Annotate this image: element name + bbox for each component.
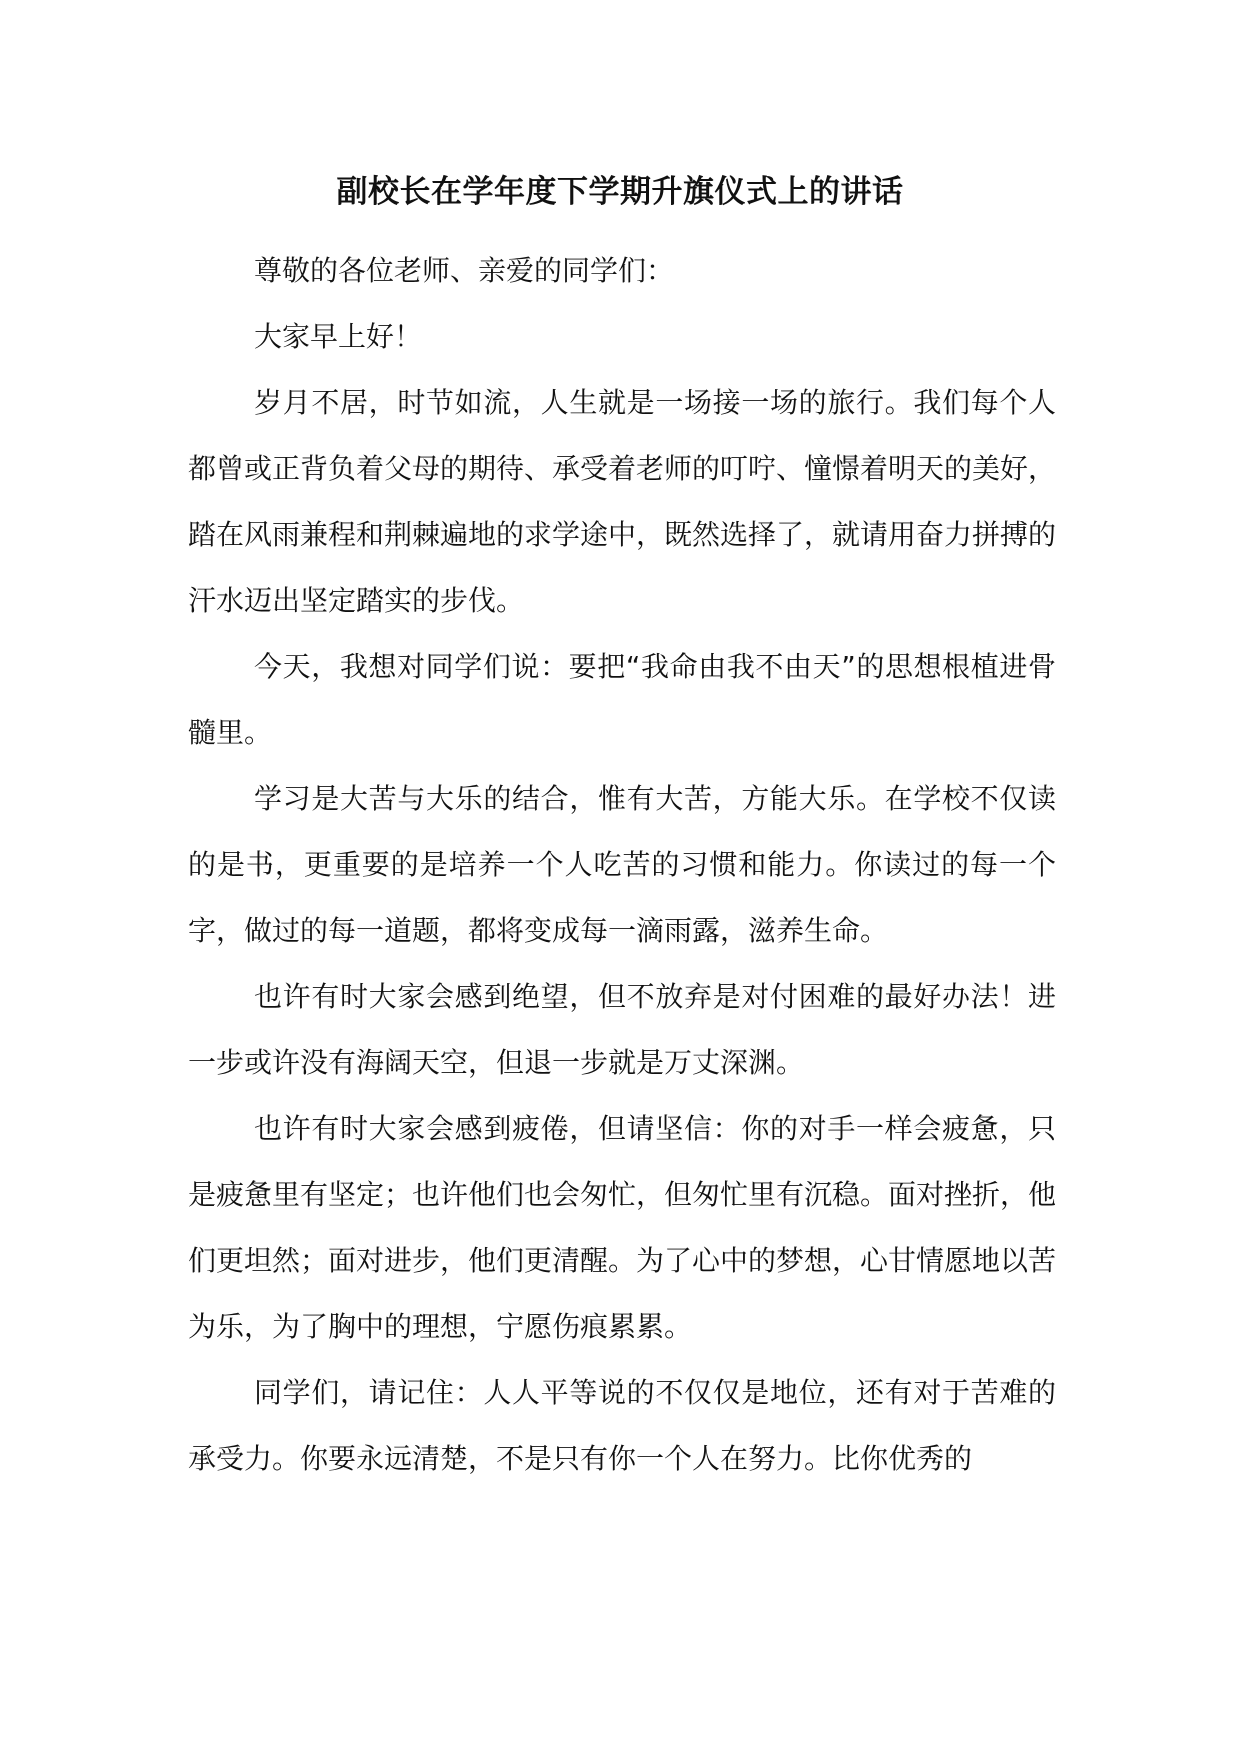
body-paragraph-4: 也许有时大家会感到绝望，但不放弃是对付困难的最好办法！进一步或许没有海阔天空，但退一步就是万丈深渊。	[188, 980, 1056, 1079]
body-paragraph-2: 今天，我想对同学们说：要把“我命由我不由天”的思想根植进骨髓里。	[188, 650, 1056, 749]
body-paragraph-6: 同学们，请记住：人人平等说的不仅仅是地位，还有对于苦难的承受力。你要永远清楚，不是只有你一个人在努力。比你优秀的	[188, 1376, 1056, 1475]
body-paragraph-1: 岁月不居，时节如流，人生就是一场接一场的旅行。我们每个人都曾或正背负着父母的期待、承受着老师的叮咛、憧憬着明天的美好，踏在风雨兼程和荆棘遍地的求学途中，既然选择了，就请用奋力拼搏的汗水迈出坚定踏实的步伐。	[188, 386, 1057, 617]
body-paragraph-3: 学习是大苦与大乐的结合，惟有大苦，方能大乐。在学校不仅读的是书，更重要的是培养一个人吃苦的习惯和能力。你读过的每一个字，做过的每一道题，都将变成每一滴雨露，滋养生命。	[188, 782, 1056, 947]
salutation-paragraph: 尊敬的各位老师、亲爱的同学们：	[254, 254, 675, 287]
greeting-paragraph: 大家早上好！	[254, 320, 423, 353]
body-paragraph-5: 也许有时大家会感到疲倦，但请坚信：你的对手一样会疲惫，只是疲惫里有坚定；也许他们也会匆忙，但匆忙里有沉稳。面对挫折，他们更坦然；面对进步，他们更清醒。为了心中的梦想，心甘情愿地以苦为乐，为了胸中的理想，宁愿伤痕累累。	[188, 1112, 1057, 1343]
document-title: 副校长在学年度下学期升旗仪式上的讲话	[336, 174, 904, 210]
